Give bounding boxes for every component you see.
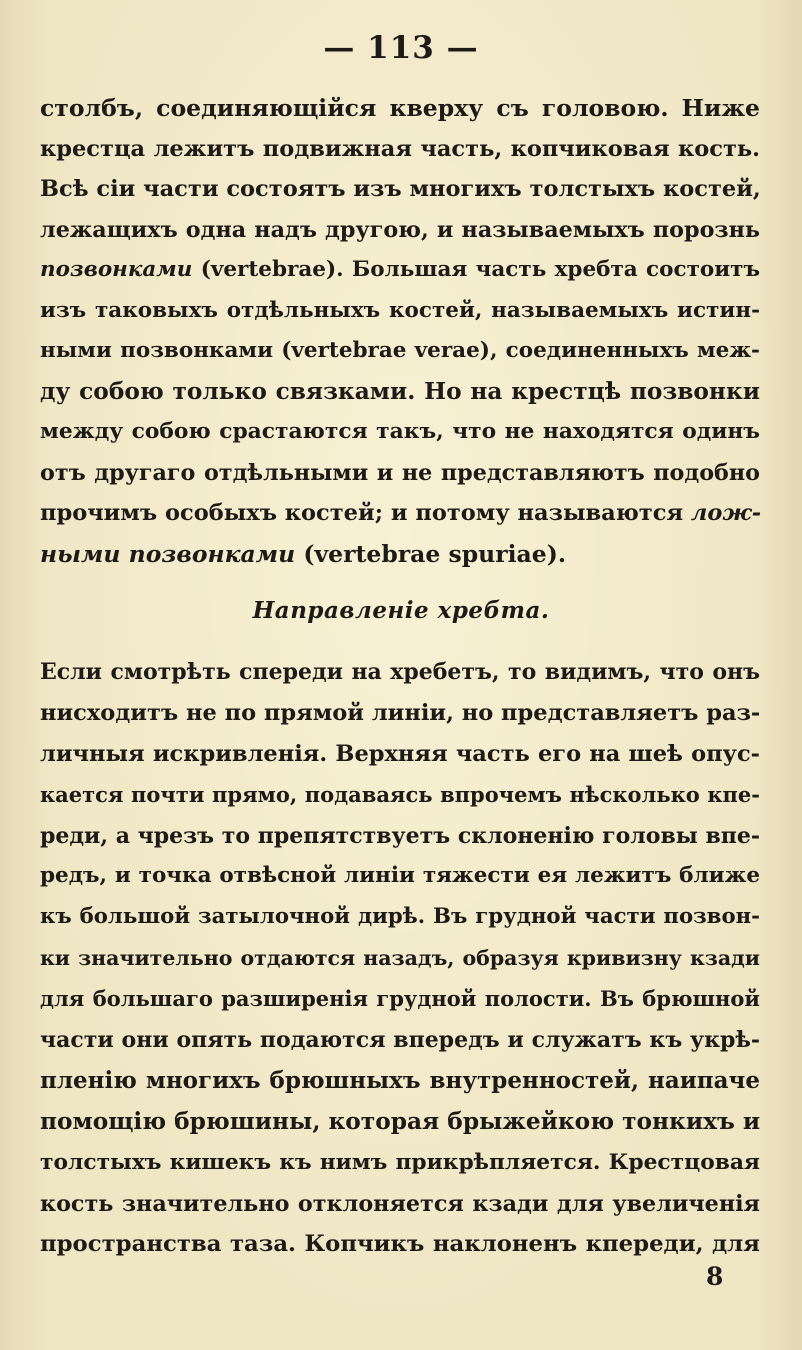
- paragraph-1: [40, 88, 760, 574]
- text-line: [40, 129, 760, 170]
- text-line: къ большой затылочной дирѣ. Въ грудной части позвон-: [40, 904, 760, 930]
- text-segment: (vertebrae). Большая часть хребта состоитъ: [192, 257, 760, 282]
- text-line: [40, 250, 760, 291]
- italic-term: позвонками: [40, 257, 193, 282]
- text-line: [40, 169, 760, 210]
- text-segment: лежащихъ одна надъ другою, и называемыхъ порознь: [40, 216, 760, 243]
- text-line: нисходитъ не по прямой линіи, но представляетъ раз-: [40, 699, 761, 726]
- text-segment: ду собою только связками. Но на крестцѣ позвонки: [40, 377, 760, 405]
- text-line: [40, 412, 760, 453]
- text-segment: отъ другаго отдѣльными и не представляютъ подобно: [40, 459, 760, 486]
- text-segment: прочимъ особыхъ костей; и потому называются: [40, 500, 691, 526]
- signature-mark: 8: [706, 1262, 724, 1291]
- text-segment: между собою срастаются такъ, что не находятся одинъ: [40, 419, 760, 444]
- italic-term: лож-: [690, 500, 762, 526]
- text-segment: Всѣ сіи части состоятъ изъ многихъ толстыхъ костей,: [40, 176, 761, 202]
- text-line: кается почти прямо, подаваясь впрочемъ нѣсколько кпе-: [40, 781, 760, 807]
- text-line: части они опять подаются впередъ и служатъ къ укрѣ-: [40, 1027, 760, 1054]
- text-line: для большаго разширенія грудной полости. Въ брюшной: [40, 986, 760, 1012]
- text-line: [40, 331, 760, 372]
- text-line: кость значительно отклоняется кзади для увеличенія: [40, 1190, 760, 1217]
- page-number-header: — 113 —: [323, 30, 479, 66]
- paragraph-2: [40, 652, 760, 1265]
- text-segment: ными позвонками (vertebrae verae), соединенныхъ меж-: [40, 338, 760, 363]
- text-segment: столбъ, соединяющійся кверху съ головою. Ниже: [40, 94, 760, 122]
- text-line: [40, 372, 760, 413]
- text-segment: изъ таковыхъ отдѣльныхъ костей, называемыхъ истин-: [40, 297, 760, 323]
- text-line: толстыхъ кишекъ къ нимъ прикрѣпляется. Крестцовая: [40, 1149, 760, 1175]
- italic-term: ными позвонками: [40, 539, 296, 568]
- text-line: [40, 291, 760, 332]
- text-line: личныя искривленія. Верхняя часть его на шеѣ опус-: [40, 740, 760, 767]
- text-line: [40, 534, 760, 575]
- text-line: [40, 210, 760, 251]
- text-line: пленію многихъ брюшныхъ внутренностей, наипаче: [40, 1066, 760, 1094]
- text-line: Если смотрѣть спереди на хребетъ, то видимъ, что онъ: [40, 659, 760, 685]
- text-line: помощію брюшины, которая брыжейкою тонкихъ и: [40, 1107, 761, 1135]
- text-line: пространства таза. Копчикъ наклоненъ кпереди, для: [40, 1231, 760, 1258]
- text-line: [40, 493, 760, 534]
- section-subheading: Направленіе хребта.: [252, 597, 550, 624]
- text-line: ки значительно отдаются назадъ, образуя кривизну кзади: [40, 946, 760, 971]
- text-line: [40, 88, 760, 129]
- text-line: [40, 453, 760, 494]
- text-segment: крестца лежитъ подвижная часть, копчиковая кость.: [40, 135, 760, 162]
- text-line: редъ, и точка отвѣсной линіи тяжести ея лежитъ ближе: [40, 863, 760, 889]
- text-segment: (vertebrae spuriae).: [295, 539, 567, 568]
- text-line: реди, а чрезъ то препятствуетъ склоненію головы впе-: [40, 822, 760, 849]
